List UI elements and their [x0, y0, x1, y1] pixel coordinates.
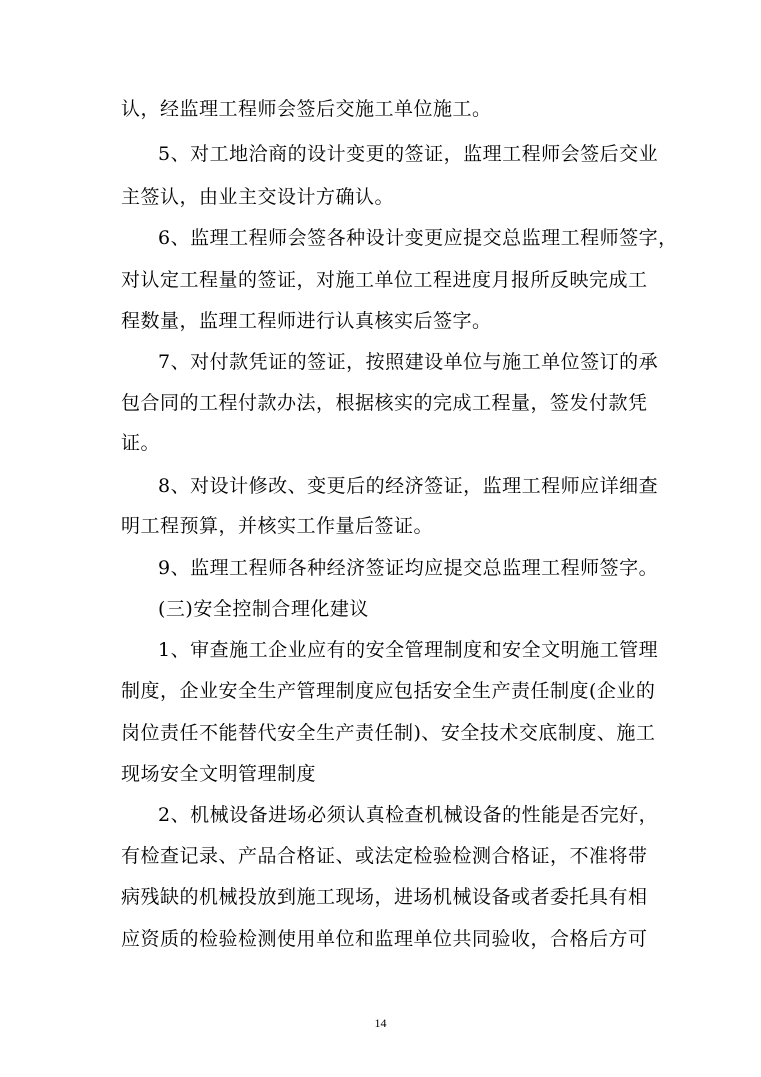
- text-line-19: 有检查记录、产品合格证、或法定检验检测合格证，不准将带: [121, 845, 648, 867]
- text-line-17: 现场安全文明管理制度: [121, 763, 317, 785]
- text-line-12: 9、监理工程师各种经济签证均应提交总监理工程师签字。: [158, 557, 659, 579]
- text-line-16: 岗位责任不能替代安全生产责任制)、安全技术交底制度、施工: [121, 722, 656, 744]
- text-line-18: 2、机械设备进场必须认真检查机械设备的性能是否完好，: [158, 804, 659, 826]
- text-line-9: 证。: [121, 432, 161, 454]
- text-line-5: 对认定工程量的签证，对施工单位工程进度月报所反映完成工: [121, 269, 648, 291]
- text-line-21: 应资质的检验检测使用单位和监理单位共同验收，合格后方可: [121, 928, 648, 950]
- page-number: 14: [374, 1016, 387, 1030]
- text-line-6: 程数量，监理工程师进行认真核实后签字。: [121, 310, 492, 332]
- text-line-7: 7、对付款凭证的签证，按照建设单位与施工单位签订的承: [158, 351, 659, 373]
- text-line-4: 6、监理工程师会签各种设计变更应提交总监理工程师签字，: [158, 227, 678, 249]
- text-line-10: 8、对设计修改、变更后的经济签证，监理工程师应详细查: [158, 475, 659, 497]
- text-line-8: 包合同的工程付款办法，根据核实的完成工程量，签发付款凭: [121, 392, 648, 414]
- text-line-20: 病残缺的机械投放到施工现场，进场机械设备或者委托具有相: [121, 886, 648, 908]
- text-line-1: 认，经监理工程师会签后交施工单位施工。: [121, 98, 492, 120]
- text-line-15: 制度，企业安全生产管理制度应包括安全生产责任制度(企业的: [121, 680, 656, 702]
- text-line-14: 1、审查施工企业应有的安全管理制度和安全文明施工管理: [158, 639, 659, 661]
- text-line-3: 主签认，由业主交设计方确认。: [121, 186, 395, 208]
- text-line-2: 5、对工地洽商的设计变更的签证，监理工程师会签后交业: [158, 143, 659, 165]
- section-heading: (三)安全控制合理化建议: [158, 598, 369, 620]
- text-line-11: 明工程预算，并核实工作量后签证。: [121, 515, 434, 537]
